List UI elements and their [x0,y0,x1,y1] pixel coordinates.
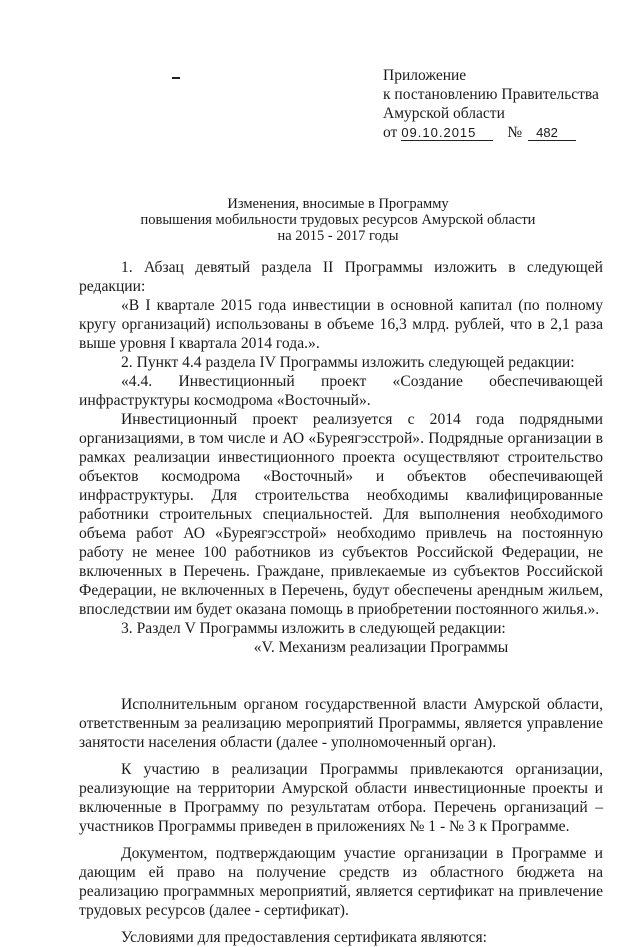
appendix-title: Приложение [383,67,467,84]
paragraph-project: Инвестиционный проект реализуется с 2014 года подрядными организациями, в том числе и АО «Буреягэсстрой». Подрядные организации в рамках реализации инвестиционного проекта осуществляют строительство объектов космодрома «Восточный» и объектов обеспечивающей инфраструктуры. Для строительства необходимы квалифицированные работники строительных специальностей. Для выполнения необходимого объема работ АО «Буреягэсстрой» необходимо привлечь на постоянную работу не менее 100 работников из субъектов Российской Федерации, не включенных в Перечень. Граждане, привлекаемые из субъектов Российской Федерации, не включенных в Перечень, будут обеспечены арендным жильем, впоследствии им будет оказана помощь в приобретении постоянного жилья.». [79,411,603,618]
paragraph-conditions: Условиями для предоставления сертификата являются: [121,929,487,946]
spacer [79,836,603,844]
spacer [79,752,603,760]
paragraph-executive: Исполнительным органом государственной власти Амурской области, ответственным за реализацию мероприятий Программы, является управление занятости населения области (далее - уполномоченный орган). [79,696,603,751]
appendix-resolution: к постановлению Правительства [383,86,599,103]
appendix-date-line [383,123,623,142]
spacer [79,920,603,928]
appendix-region: Амурской области [383,105,505,122]
title-line-1: Изменения, вносимые в Программу [227,196,449,212]
title-line-3: на 2015 - 2017 годы [277,228,399,244]
resolution-date: 09.10.2015 [401,125,493,141]
section-v-heading: «V. Механизм реализации Программы [253,639,509,656]
number-prefix: № [507,124,523,141]
title-line-2: повышения мобильности трудовых ресурсов Амурской области [140,212,536,228]
date-prefix: от [383,124,398,141]
paragraph-certificate: Документом, подтверждающим участие организации в Программе и дающим ей право на получение средств из областного бюджета на реализацию программных мероприятий, является сертификат на привлечение трудовых ресурсов (далее - сертификат). [79,845,603,919]
resolution-number: 482 [528,125,576,141]
paragraph-item-2: 2. Пункт 4.4 раздела IV Программы изложить следующей редакции: [121,354,575,371]
appendix-header [383,66,623,142]
paragraph-item-3: 3. Раздел V Программы изложить в следующей редакции: [121,620,506,637]
paragraph-participants: К участию в реализации Программы привлекаются организации, реализующие на территории Амурской области инвестиционные проекты и включенные в Программу по результатам отбора. Перечень организаций – участников Программы приведен в приложениях № 1 - № 3 к Программе. [79,761,603,835]
paragraph-quote-1: «В I квартале 2015 года инвестиции в основной капитал (по полному кругу организаций) использованы в объеме 16,3 млрд. рублей, что в 2,1 раза выше уровня I квартала 2014 года.». [79,297,603,352]
stray-mark [172,77,180,79]
paragraph-item-1: 1. Абзац девятый раздела II Программы изложить в следующей редакции: [79,259,603,295]
document-title [80,196,596,244]
paragraph-section-4-4: «4.4. Инвестиционный проект «Создание обеспечивающей инфраструктуры космодрома «Восточный». [79,373,603,409]
document-body [79,258,603,947]
spacer [79,657,603,695]
